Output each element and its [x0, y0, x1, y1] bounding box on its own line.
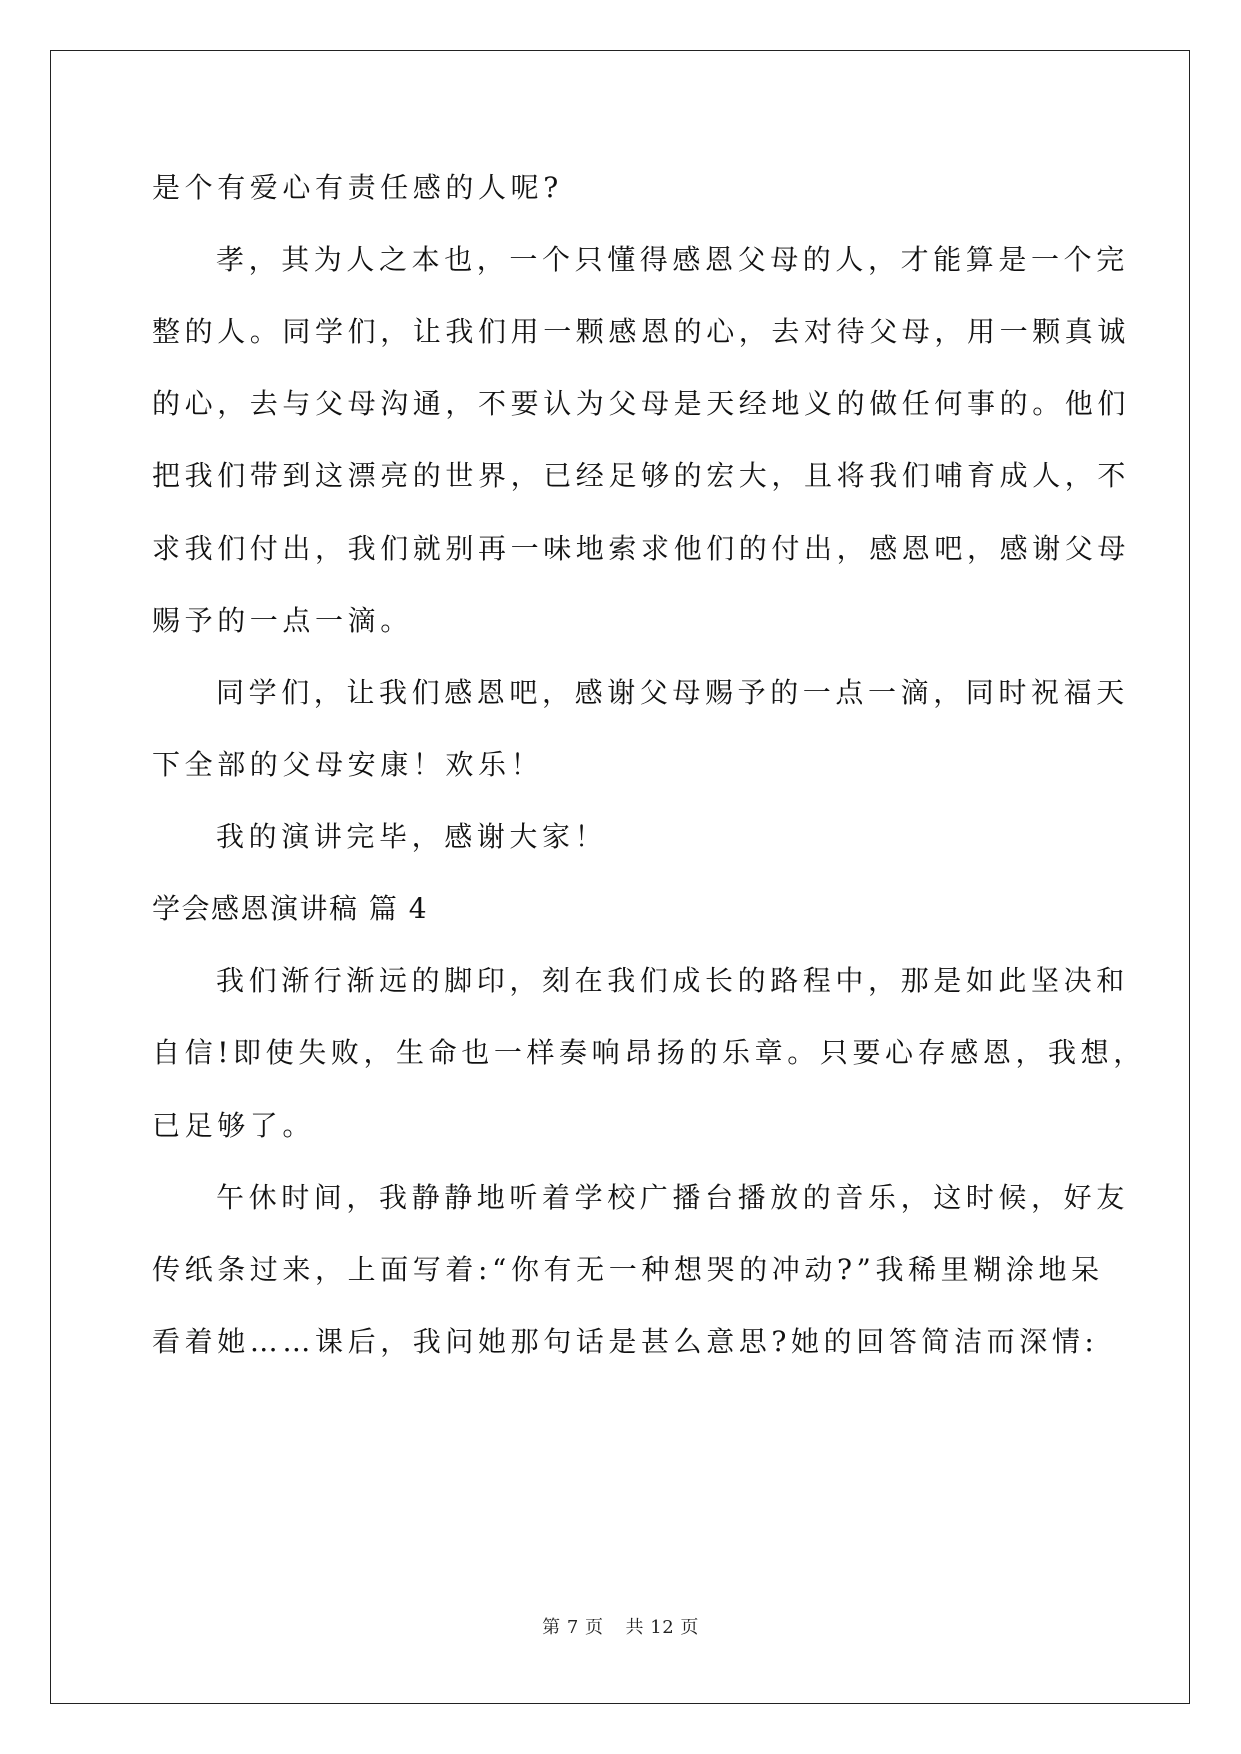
- paragraph-line: 下全部的父母安康！欢乐！: [152, 748, 544, 781]
- paragraph-line: 的心，去与父母沟通，不要认为父母是天经地义的做任何事的。他们: [152, 387, 1131, 420]
- page-number: 第 7 页: [542, 1617, 604, 1638]
- paragraph-line: 午休时间，我静静地听着学校广播台播放的音乐，这时候，好友: [216, 1181, 1129, 1214]
- paragraph-line: 同学们，让我们感恩吧，感谢父母赐予的一点一滴，同时祝福天: [216, 676, 1129, 709]
- paragraph-line: 孝，其为人之本也，一个只懂得感恩父母的人，才能算是一个完: [216, 243, 1129, 276]
- paragraph-line: 我的演讲完毕，感谢大家！: [216, 820, 608, 853]
- paragraph-line: 我们渐行渐远的脚印，刻在我们成长的路程中，那是如此坚决和: [216, 964, 1129, 997]
- paragraph-line: 传纸条过来，上面写着:“你有无一种想哭的冲动?”我稀里糊涂地呆: [152, 1253, 1104, 1286]
- paragraph-line: 看着她……课后，我问她那句话是甚么意思?她的回答简洁而深情:: [152, 1325, 1099, 1358]
- page-footer: [0, 1616, 1241, 1640]
- paragraph-line: 已足够了。: [152, 1109, 316, 1142]
- paragraph-line: 把我们带到这漂亮的世界，已经足够的宏大，且将我们哺育成人，不: [152, 459, 1131, 492]
- paragraph-line: 整的人。同学们，让我们用一颗感恩的心，去对待父母，用一颗真诚: [152, 315, 1131, 348]
- paragraph-line: 自信!即使失败，生命也一样奏响昂扬的乐章。只要心存感恩，我想，: [152, 1036, 1146, 1069]
- section-heading: 学会感恩演讲稿 篇 4: [152, 892, 429, 925]
- paragraph-line: 是个有爱心有责任感的人呢?: [152, 171, 563, 204]
- paragraph-line: 求我们付出，我们就别再一味地索求他们的付出，感恩吧，感谢父母: [152, 532, 1131, 565]
- paragraph-line: 赐予的一点一滴。: [152, 604, 413, 637]
- page-border: [50, 50, 1190, 1704]
- total-pages: 共 12 页: [625, 1617, 699, 1638]
